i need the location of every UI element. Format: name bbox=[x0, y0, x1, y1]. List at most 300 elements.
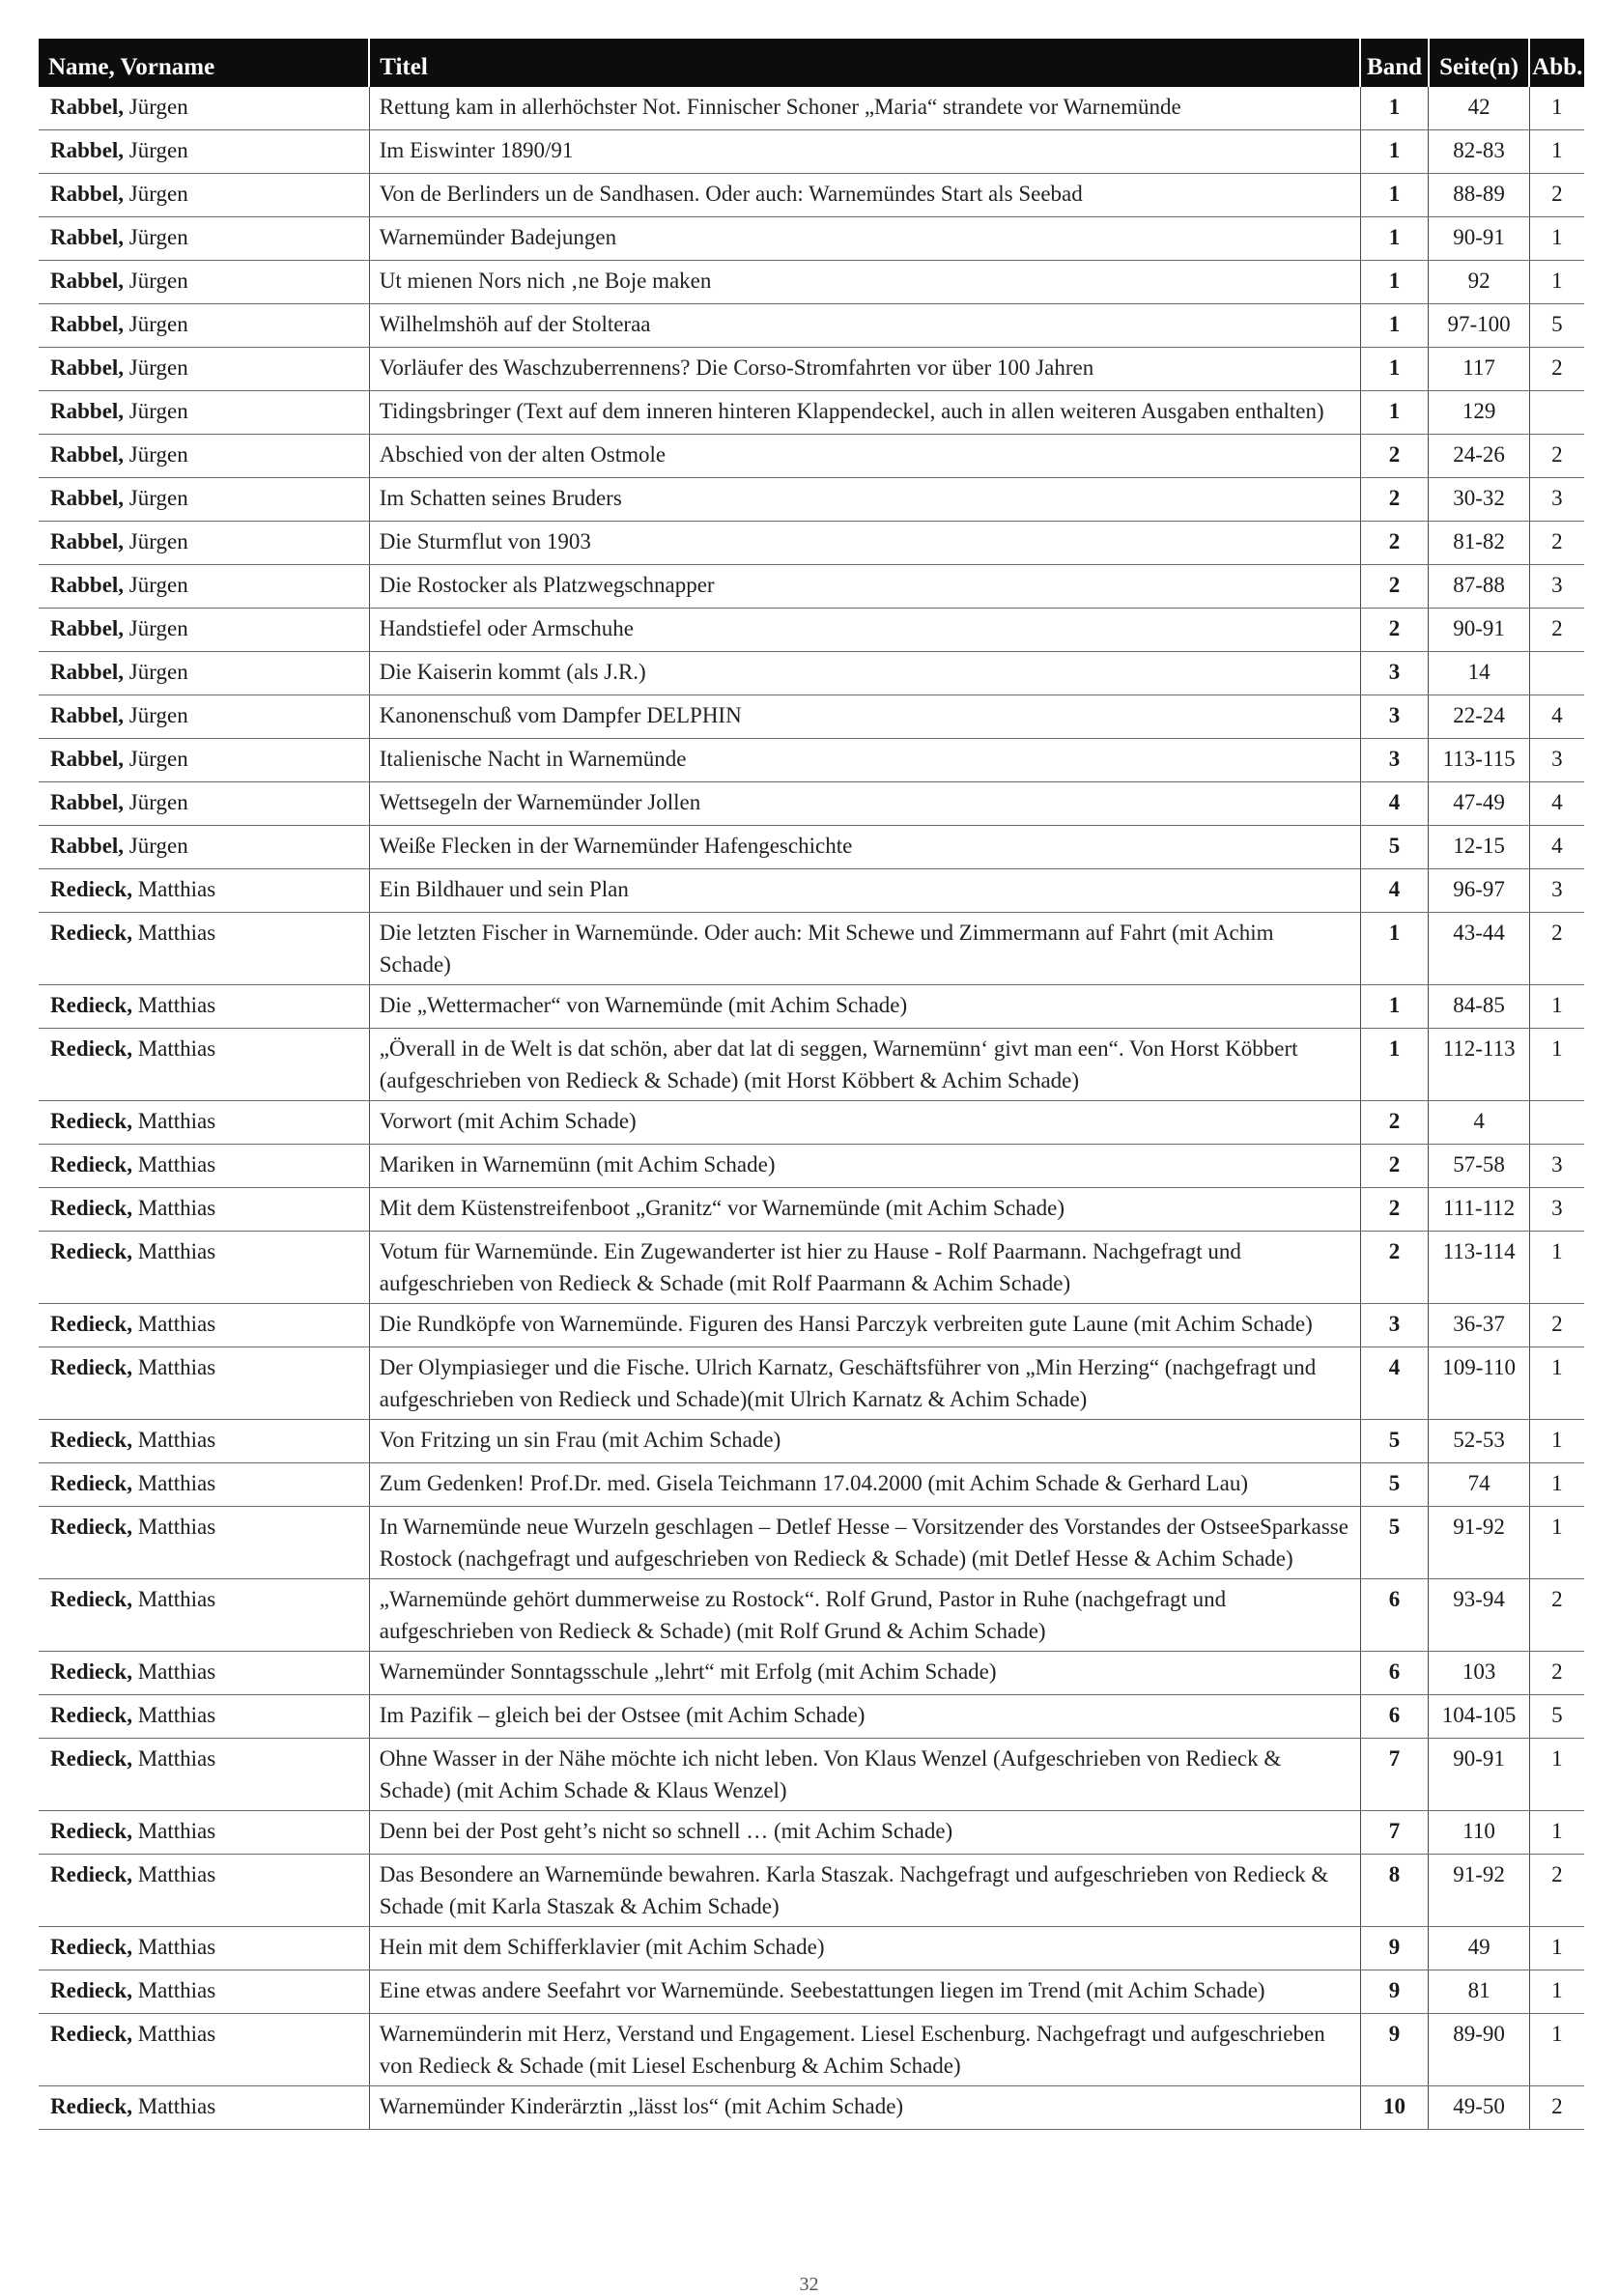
author-firstname: Jürgen bbox=[124, 790, 188, 814]
table-row bbox=[39, 1695, 1584, 1739]
author-surname: Redieck, bbox=[50, 2022, 132, 2046]
header-title: Titel bbox=[369, 39, 1360, 87]
abb-cell bbox=[1529, 652, 1584, 695]
author-surname: Redieck, bbox=[50, 1703, 132, 1727]
author-cell bbox=[39, 695, 369, 739]
title-cell: Rettung kam in allerhöchster Not. Finnischer Schoner „Maria“ strandete vor Warnemünde bbox=[369, 87, 1360, 130]
abb-cell bbox=[1529, 1101, 1584, 1145]
author-surname: Redieck, bbox=[50, 1935, 132, 1959]
pages-cell: 93-94 bbox=[1429, 1579, 1529, 1652]
author-cell bbox=[39, 174, 369, 217]
band-cell: 1 bbox=[1360, 130, 1429, 174]
author-cell bbox=[39, 1507, 369, 1579]
header-band: Band bbox=[1360, 39, 1429, 87]
pages-cell: 84-85 bbox=[1429, 985, 1529, 1029]
author-firstname: Jürgen bbox=[124, 486, 188, 510]
abb-cell: 1 bbox=[1529, 1420, 1584, 1463]
table-row bbox=[39, 695, 1584, 739]
author-cell bbox=[39, 2014, 369, 2086]
pages-cell: 24-26 bbox=[1429, 435, 1529, 478]
author-cell bbox=[39, 391, 369, 435]
pages-cell: 4 bbox=[1429, 1101, 1529, 1145]
band-cell: 2 bbox=[1360, 1101, 1429, 1145]
author-surname: Redieck, bbox=[50, 993, 132, 1017]
title-cell: Von Fritzing un sin Frau (mit Achim Schade) bbox=[369, 1420, 1360, 1463]
table-row bbox=[39, 1232, 1584, 1304]
author-firstname: Matthias bbox=[131, 1428, 216, 1452]
table-row bbox=[39, 739, 1584, 782]
pages-cell: 14 bbox=[1429, 652, 1529, 695]
author-surname: Redieck, bbox=[50, 1239, 132, 1263]
abb-cell: 2 bbox=[1529, 174, 1584, 217]
author-firstname: Matthias bbox=[131, 2022, 216, 2046]
author-cell bbox=[39, 782, 369, 826]
pages-cell: 57-58 bbox=[1429, 1145, 1529, 1188]
author-cell bbox=[39, 1579, 369, 1652]
title-cell: Die Sturmflut von 1903 bbox=[369, 522, 1360, 565]
author-firstname: Matthias bbox=[131, 1355, 216, 1379]
author-surname: Redieck, bbox=[50, 1862, 132, 1886]
abb-cell: 3 bbox=[1529, 565, 1584, 609]
author-cell bbox=[39, 1347, 369, 1420]
table-row bbox=[39, 1855, 1584, 1927]
band-cell: 3 bbox=[1360, 1304, 1429, 1347]
author-surname: Rabbel, bbox=[50, 529, 125, 553]
author-firstname: Jürgen bbox=[124, 355, 188, 380]
author-firstname: Jürgen bbox=[124, 225, 188, 249]
author-cell bbox=[39, 985, 369, 1029]
author-index-table bbox=[39, 39, 1584, 2130]
table-row bbox=[39, 1652, 1584, 1695]
author-cell bbox=[39, 1304, 369, 1347]
author-cell bbox=[39, 565, 369, 609]
table-row bbox=[39, 1188, 1584, 1232]
abb-cell: 2 bbox=[1529, 1855, 1584, 1927]
abb-cell: 1 bbox=[1529, 1347, 1584, 1420]
author-firstname: Jürgen bbox=[124, 573, 188, 597]
band-cell: 2 bbox=[1360, 435, 1429, 478]
author-cell bbox=[39, 609, 369, 652]
band-cell: 1 bbox=[1360, 348, 1429, 391]
pages-cell: 113-114 bbox=[1429, 1232, 1529, 1304]
author-cell bbox=[39, 1420, 369, 1463]
abb-cell: 2 bbox=[1529, 522, 1584, 565]
title-cell: „Överall in de Welt is dat schön, aber dat lat di seggen, Warnemünn‘ givt man een“. Von Horst Köbbert (aufgeschrieben von Redieck & Schade) (mit Horst Köbbert & Achim Schade) bbox=[369, 1029, 1360, 1101]
author-firstname: Jürgen bbox=[124, 660, 188, 684]
table-row bbox=[39, 652, 1584, 695]
band-cell: 6 bbox=[1360, 1579, 1429, 1652]
author-cell bbox=[39, 739, 369, 782]
table-row bbox=[39, 87, 1584, 130]
author-cell bbox=[39, 1145, 369, 1188]
pages-cell: 22-24 bbox=[1429, 695, 1529, 739]
author-surname: Redieck, bbox=[50, 1587, 132, 1611]
table-row bbox=[39, 1145, 1584, 1188]
band-cell: 2 bbox=[1360, 1188, 1429, 1232]
author-firstname: Matthias bbox=[131, 1659, 216, 1684]
band-cell: 3 bbox=[1360, 739, 1429, 782]
pages-cell: 43-44 bbox=[1429, 913, 1529, 985]
pages-cell: 90-91 bbox=[1429, 1739, 1529, 1811]
author-surname: Rabbel, bbox=[50, 660, 125, 684]
author-firstname: Jürgen bbox=[124, 703, 188, 727]
abb-cell: 1 bbox=[1529, 87, 1584, 130]
author-cell bbox=[39, 130, 369, 174]
title-cell: Warnemünder Sonntagsschule „lehrt“ mit Erfolg (mit Achim Schade) bbox=[369, 1652, 1360, 1695]
table-row bbox=[39, 1970, 1584, 2014]
pages-cell: 113-115 bbox=[1429, 739, 1529, 782]
band-cell: 1 bbox=[1360, 174, 1429, 217]
pages-cell: 49-50 bbox=[1429, 2086, 1529, 2130]
pages-cell: 90-91 bbox=[1429, 609, 1529, 652]
author-surname: Rabbel, bbox=[50, 486, 125, 510]
author-cell bbox=[39, 1970, 369, 2014]
author-firstname: Jürgen bbox=[124, 834, 188, 858]
abb-cell: 4 bbox=[1529, 782, 1584, 826]
abb-cell: 2 bbox=[1529, 348, 1584, 391]
band-cell: 4 bbox=[1360, 869, 1429, 913]
table-row bbox=[39, 304, 1584, 348]
author-cell bbox=[39, 522, 369, 565]
author-firstname: Matthias bbox=[131, 921, 216, 945]
abb-cell: 5 bbox=[1529, 1695, 1584, 1739]
pages-cell: 42 bbox=[1429, 87, 1529, 130]
band-cell: 2 bbox=[1360, 478, 1429, 522]
abb-cell bbox=[1529, 391, 1584, 435]
author-surname: Rabbel, bbox=[50, 442, 125, 467]
author-surname: Rabbel, bbox=[50, 225, 125, 249]
author-surname: Redieck, bbox=[50, 1312, 132, 1336]
author-cell bbox=[39, 1652, 369, 1695]
author-surname: Rabbel, bbox=[50, 95, 125, 119]
abb-cell: 2 bbox=[1529, 913, 1584, 985]
author-firstname: Matthias bbox=[131, 1978, 216, 2002]
pages-cell: 91-92 bbox=[1429, 1507, 1529, 1579]
abb-cell: 1 bbox=[1529, 1970, 1584, 2014]
author-firstname: Matthias bbox=[131, 1312, 216, 1336]
table-row bbox=[39, 1304, 1584, 1347]
author-cell bbox=[39, 652, 369, 695]
title-cell: Vorläufer des Waschzuberrennens? Die Corso-Stromfahrten vor über 100 Jahren bbox=[369, 348, 1360, 391]
pages-cell: 49 bbox=[1429, 1927, 1529, 1970]
band-cell: 2 bbox=[1360, 1232, 1429, 1304]
band-cell: 4 bbox=[1360, 782, 1429, 826]
band-cell: 3 bbox=[1360, 652, 1429, 695]
author-surname: Redieck, bbox=[50, 1196, 132, 1220]
author-cell bbox=[39, 1855, 369, 1927]
pages-cell: 90-91 bbox=[1429, 217, 1529, 261]
abb-cell: 1 bbox=[1529, 1739, 1584, 1811]
header-pages: Seite(n) bbox=[1429, 39, 1529, 87]
band-cell: 2 bbox=[1360, 565, 1429, 609]
author-cell bbox=[39, 304, 369, 348]
band-cell: 5 bbox=[1360, 1507, 1429, 1579]
title-cell: Hein mit dem Schifferklavier (mit Achim Schade) bbox=[369, 1927, 1360, 1970]
author-surname: Rabbel, bbox=[50, 573, 125, 597]
table-row bbox=[39, 1927, 1584, 1970]
pages-cell: 30-32 bbox=[1429, 478, 1529, 522]
author-surname: Redieck, bbox=[50, 2094, 132, 2118]
author-firstname: Jürgen bbox=[124, 747, 188, 771]
author-surname: Rabbel, bbox=[50, 312, 125, 336]
title-cell: Ein Bildhauer und sein Plan bbox=[369, 869, 1360, 913]
author-surname: Rabbel, bbox=[50, 747, 125, 771]
page-number: 32 bbox=[799, 2274, 819, 2295]
title-cell: Die Rundköpfe von Warnemünde. Figuren des Hansi Parczyk verbreiten gute Laune (mit Achim Schade) bbox=[369, 1304, 1360, 1347]
table-row bbox=[39, 782, 1584, 826]
pages-cell: 110 bbox=[1429, 1811, 1529, 1855]
author-firstname: Matthias bbox=[131, 1152, 216, 1176]
author-cell bbox=[39, 1927, 369, 1970]
author-firstname: Jürgen bbox=[124, 399, 188, 423]
abb-cell: 3 bbox=[1529, 1145, 1584, 1188]
author-surname: Redieck, bbox=[50, 1036, 132, 1061]
title-cell: Wilhelmshöh auf der Stolteraa bbox=[369, 304, 1360, 348]
pages-cell: 81-82 bbox=[1429, 522, 1529, 565]
abb-cell: 1 bbox=[1529, 1927, 1584, 1970]
author-firstname: Jürgen bbox=[124, 138, 188, 162]
title-cell: Handstiefel oder Armschuhe bbox=[369, 609, 1360, 652]
pages-cell: 81 bbox=[1429, 1970, 1529, 2014]
pages-cell: 89-90 bbox=[1429, 2014, 1529, 2086]
pages-cell: 112-113 bbox=[1429, 1029, 1529, 1101]
table-row bbox=[39, 522, 1584, 565]
author-surname: Rabbel, bbox=[50, 355, 125, 380]
author-surname: Redieck, bbox=[50, 1746, 132, 1771]
abb-cell: 2 bbox=[1529, 1652, 1584, 1695]
author-cell bbox=[39, 913, 369, 985]
table-row bbox=[39, 2014, 1584, 2086]
pages-cell: 129 bbox=[1429, 391, 1529, 435]
title-cell: Denn bei der Post geht’s nicht so schnell … (mit Achim Schade) bbox=[369, 1811, 1360, 1855]
author-firstname: Matthias bbox=[131, 1109, 216, 1133]
abb-cell: 2 bbox=[1529, 1304, 1584, 1347]
author-surname: Redieck, bbox=[50, 1109, 132, 1133]
pages-cell: 96-97 bbox=[1429, 869, 1529, 913]
title-cell: Warnemünder Kinderärztin „lässt los“ (mit Achim Schade) bbox=[369, 2086, 1360, 2130]
title-cell: Ohne Wasser in der Nähe möchte ich nicht leben. Von Klaus Wenzel (Aufgeschrieben von Redieck & Schade) (mit Achim Schade & Klaus Wenzel) bbox=[369, 1739, 1360, 1811]
pages-cell: 12-15 bbox=[1429, 826, 1529, 869]
abb-cell: 2 bbox=[1529, 2086, 1584, 2130]
table-row bbox=[39, 609, 1584, 652]
abb-cell: 3 bbox=[1529, 869, 1584, 913]
author-cell bbox=[39, 1101, 369, 1145]
abb-cell: 1 bbox=[1529, 1507, 1584, 1579]
author-firstname: Matthias bbox=[131, 1935, 216, 1959]
abb-cell: 2 bbox=[1529, 609, 1584, 652]
abb-cell: 1 bbox=[1529, 1232, 1584, 1304]
author-firstname: Matthias bbox=[131, 877, 216, 901]
table-row bbox=[39, 391, 1584, 435]
abb-cell: 5 bbox=[1529, 304, 1584, 348]
table-row bbox=[39, 261, 1584, 304]
title-cell: Mariken in Warnemünn (mit Achim Schade) bbox=[369, 1145, 1360, 1188]
pages-cell: 47-49 bbox=[1429, 782, 1529, 826]
band-cell: 5 bbox=[1360, 1420, 1429, 1463]
band-cell: 4 bbox=[1360, 1347, 1429, 1420]
table-row bbox=[39, 217, 1584, 261]
author-surname: Redieck, bbox=[50, 1152, 132, 1176]
table-row bbox=[39, 348, 1584, 391]
author-surname: Rabbel, bbox=[50, 616, 125, 640]
author-firstname: Matthias bbox=[131, 1587, 216, 1611]
band-cell: 1 bbox=[1360, 985, 1429, 1029]
title-cell: Die Kaiserin kommt (als J.R.) bbox=[369, 652, 1360, 695]
abb-cell: 1 bbox=[1529, 1811, 1584, 1855]
band-cell: 9 bbox=[1360, 1970, 1429, 2014]
author-firstname: Matthias bbox=[131, 1515, 216, 1539]
abb-cell: 4 bbox=[1529, 695, 1584, 739]
abb-cell: 1 bbox=[1529, 130, 1584, 174]
band-cell: 7 bbox=[1360, 1739, 1429, 1811]
author-cell bbox=[39, 869, 369, 913]
abb-cell: 1 bbox=[1529, 985, 1584, 1029]
author-firstname: Matthias bbox=[131, 1239, 216, 1263]
author-surname: Redieck, bbox=[50, 1515, 132, 1539]
author-firstname: Matthias bbox=[131, 1819, 216, 1843]
band-cell: 2 bbox=[1360, 1145, 1429, 1188]
author-firstname: Matthias bbox=[131, 1196, 216, 1220]
author-firstname: Matthias bbox=[131, 1862, 216, 1886]
band-cell: 2 bbox=[1360, 609, 1429, 652]
band-cell: 3 bbox=[1360, 695, 1429, 739]
pages-cell: 111-112 bbox=[1429, 1188, 1529, 1232]
table-row bbox=[39, 1101, 1584, 1145]
author-surname: Redieck, bbox=[50, 1819, 132, 1843]
band-cell: 8 bbox=[1360, 1855, 1429, 1927]
title-cell: Die letzten Fischer in Warnemünde. Oder auch: Mit Schewe und Zimmermann auf Fahrt (mit Achim Schade) bbox=[369, 913, 1360, 985]
author-surname: Rabbel, bbox=[50, 138, 125, 162]
abb-cell: 1 bbox=[1529, 261, 1584, 304]
table-row bbox=[39, 130, 1584, 174]
title-cell: In Warnemünde neue Wurzeln geschlagen – Detlef Hesse – Vorsitzender des Vorstandes der OstseeSparkasse Rostock (nachgefragt und aufgeschrieben von Redieck & Schade) (mit Detlef Hesse & Achim Schade) bbox=[369, 1507, 1360, 1579]
author-surname: Redieck, bbox=[50, 1355, 132, 1379]
pages-cell: 82-83 bbox=[1429, 130, 1529, 174]
title-cell: Warnemünder Badejungen bbox=[369, 217, 1360, 261]
table-row bbox=[39, 1029, 1584, 1101]
band-cell: 10 bbox=[1360, 2086, 1429, 2130]
pages-cell: 87-88 bbox=[1429, 565, 1529, 609]
title-cell: Zum Gedenken! Prof.Dr. med. Gisela Teichmann 17.04.2000 (mit Achim Schade & Gerhard Lau) bbox=[369, 1463, 1360, 1507]
table-row bbox=[39, 985, 1584, 1029]
band-cell: 1 bbox=[1360, 87, 1429, 130]
author-surname: Redieck, bbox=[50, 1659, 132, 1684]
author-cell bbox=[39, 348, 369, 391]
title-cell: „Warnemünde gehört dummerweise zu Rostock“. Rolf Grund, Pastor in Ruhe (nachgefragt und aufgeschrieben von Redieck & Schade) (mit Rolf Grund & Achim Schade) bbox=[369, 1579, 1360, 1652]
title-cell: Votum für Warnemünde. Ein Zugewanderter ist hier zu Hause - Rolf Paarmann. Nachgefragt und aufgeschrieben von Redieck & Schade (mit Rolf Paarmann & Achim Schade) bbox=[369, 1232, 1360, 1304]
band-cell: 6 bbox=[1360, 1652, 1429, 1695]
table-row bbox=[39, 1811, 1584, 1855]
author-firstname: Matthias bbox=[131, 993, 216, 1017]
author-cell bbox=[39, 826, 369, 869]
title-cell: Im Pazifik – gleich bei der Ostsee (mit Achim Schade) bbox=[369, 1695, 1360, 1739]
table-body bbox=[39, 87, 1584, 2130]
author-firstname: Jürgen bbox=[124, 616, 188, 640]
author-firstname: Jürgen bbox=[124, 312, 188, 336]
table-row bbox=[39, 174, 1584, 217]
abb-cell: 2 bbox=[1529, 1579, 1584, 1652]
title-cell: Im Schatten seines Bruders bbox=[369, 478, 1360, 522]
pages-cell: 97-100 bbox=[1429, 304, 1529, 348]
table-row bbox=[39, 478, 1584, 522]
author-cell bbox=[39, 1811, 369, 1855]
table-row bbox=[39, 869, 1584, 913]
author-cell bbox=[39, 1029, 369, 1101]
abb-cell: 3 bbox=[1529, 478, 1584, 522]
table-row bbox=[39, 2086, 1584, 2130]
title-cell: Abschied von der alten Ostmole bbox=[369, 435, 1360, 478]
title-cell: Mit dem Küstenstreifenboot „Granitz“ vor Warnemünde (mit Achim Schade) bbox=[369, 1188, 1360, 1232]
header-abb: Abb. bbox=[1529, 39, 1584, 87]
author-cell bbox=[39, 478, 369, 522]
abb-cell: 3 bbox=[1529, 739, 1584, 782]
table-row bbox=[39, 435, 1584, 478]
title-cell: Die „Wettermacher“ von Warnemünde (mit Achim Schade) bbox=[369, 985, 1360, 1029]
band-cell: 5 bbox=[1360, 826, 1429, 869]
pages-cell: 74 bbox=[1429, 1463, 1529, 1507]
table-row bbox=[39, 1420, 1584, 1463]
pages-cell: 52-53 bbox=[1429, 1420, 1529, 1463]
abb-cell: 1 bbox=[1529, 1029, 1584, 1101]
band-cell: 2 bbox=[1360, 522, 1429, 565]
author-surname: Rabbel, bbox=[50, 834, 125, 858]
band-cell: 6 bbox=[1360, 1695, 1429, 1739]
author-firstname: Jürgen bbox=[124, 269, 188, 293]
author-surname: Redieck, bbox=[50, 1428, 132, 1452]
pages-cell: 117 bbox=[1429, 348, 1529, 391]
pages-cell: 36-37 bbox=[1429, 1304, 1529, 1347]
author-firstname: Matthias bbox=[131, 1471, 216, 1495]
pages-cell: 88-89 bbox=[1429, 174, 1529, 217]
author-cell bbox=[39, 2086, 369, 2130]
author-surname: Redieck, bbox=[50, 1978, 132, 2002]
band-cell: 1 bbox=[1360, 391, 1429, 435]
author-cell bbox=[39, 1232, 369, 1304]
table-header-row bbox=[39, 39, 1584, 87]
pages-cell: 109-110 bbox=[1429, 1347, 1529, 1420]
author-firstname: Jürgen bbox=[124, 182, 188, 206]
title-cell: Eine etwas andere Seefahrt vor Warnemünde. Seebestattungen liegen im Trend (mit Achim Schade) bbox=[369, 1970, 1360, 2014]
author-surname: Rabbel, bbox=[50, 790, 125, 814]
pages-cell: 92 bbox=[1429, 261, 1529, 304]
author-firstname: Matthias bbox=[131, 1746, 216, 1771]
author-cell bbox=[39, 217, 369, 261]
table-row bbox=[39, 1739, 1584, 1811]
table-row bbox=[39, 1579, 1584, 1652]
abb-cell: 4 bbox=[1529, 826, 1584, 869]
band-cell: 1 bbox=[1360, 217, 1429, 261]
author-surname: Rabbel, bbox=[50, 269, 125, 293]
author-surname: Redieck, bbox=[50, 1471, 132, 1495]
abb-cell: 2 bbox=[1529, 435, 1584, 478]
title-cell: Kanonenschuß vom Dampfer DELPHIN bbox=[369, 695, 1360, 739]
title-cell: Vorwort (mit Achim Schade) bbox=[369, 1101, 1360, 1145]
abb-cell: 1 bbox=[1529, 2014, 1584, 2086]
title-cell: Der Olympiasieger und die Fische. Ulrich Karnatz, Geschäftsführer von „Min Herzing“ (nachgefragt und aufgeschrieben von Redieck und Schade)(mit Ulrich Karnatz & Achim Schade) bbox=[369, 1347, 1360, 1420]
index-page bbox=[39, 39, 1584, 2130]
author-cell bbox=[39, 435, 369, 478]
title-cell: Von de Berlinders un de Sandhasen. Oder auch: Warnemündes Start als Seebad bbox=[369, 174, 1360, 217]
author-surname: Rabbel, bbox=[50, 703, 125, 727]
author-cell bbox=[39, 1739, 369, 1811]
author-firstname: Matthias bbox=[131, 1703, 216, 1727]
author-firstname: Matthias bbox=[131, 2094, 216, 2118]
title-cell: Wettsegeln der Warnemünder Jollen bbox=[369, 782, 1360, 826]
author-cell bbox=[39, 87, 369, 130]
author-surname: Redieck, bbox=[50, 877, 132, 901]
title-cell: Tidingsbringer (Text auf dem inneren hinteren Klappendeckel, auch in allen weiteren Ausgaben enthalten) bbox=[369, 391, 1360, 435]
author-cell bbox=[39, 1695, 369, 1739]
